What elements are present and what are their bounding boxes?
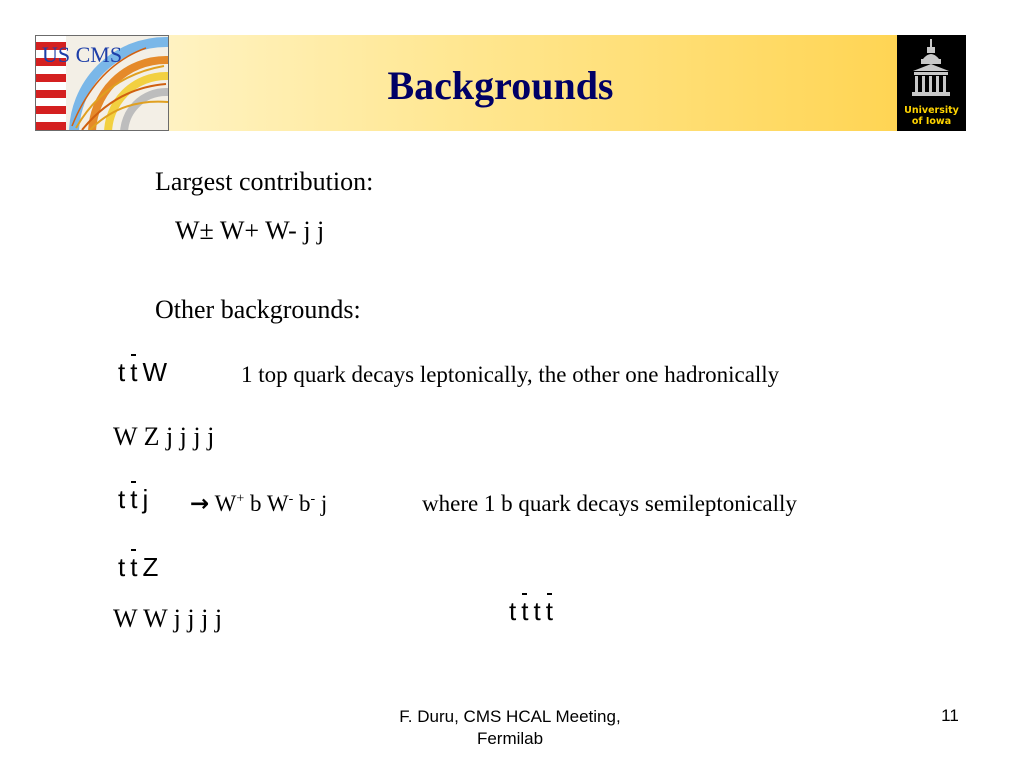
decay-j: j xyxy=(320,491,328,516)
us-cms-logo xyxy=(35,35,169,131)
ww-process: W W j j j j xyxy=(113,604,223,633)
ttw-w: W xyxy=(142,357,173,387)
iowa-logo-line2: of Iowa xyxy=(911,116,952,127)
decay-w-plus xyxy=(215,491,245,516)
other-backgrounds-label: Other backgrounds: xyxy=(155,295,361,324)
ttj-tbar: t xyxy=(130,484,143,514)
decay-w1: W xyxy=(214,491,237,516)
decay-w2: W xyxy=(266,491,289,516)
old-capitol-icon xyxy=(897,35,966,103)
ttj-decay-chain xyxy=(190,491,327,517)
tttt-tbar1: t xyxy=(521,596,534,626)
tttt-formula xyxy=(509,596,558,627)
ttz-tbar: t xyxy=(130,552,143,582)
footer-citation xyxy=(360,706,660,750)
tttt-t1: t xyxy=(509,596,522,626)
arrow-right-icon: → xyxy=(190,491,210,517)
tttt-tbar2: t xyxy=(545,596,558,626)
decay-w2-sup: - xyxy=(288,491,294,507)
tttt-t2: t xyxy=(533,596,546,626)
decay-w1-sup: + xyxy=(236,491,245,507)
decay-b: b xyxy=(250,491,262,516)
ttw-t: t xyxy=(118,357,131,387)
ttj-t: t xyxy=(118,484,131,514)
us-cms-logo-text: US CMS xyxy=(42,42,123,67)
ttj-description: where 1 b quark decays semileptonically xyxy=(422,491,797,516)
slide-title: Backgrounds xyxy=(387,63,614,108)
title-bar xyxy=(35,35,966,131)
university-of-iowa-logo xyxy=(897,35,966,131)
ttz-z: Z xyxy=(142,552,164,582)
largest-contribution-label: Largest contribution: xyxy=(155,167,374,196)
ttw-description: 1 top quark decays leptonically, the other one hadronically xyxy=(241,362,780,387)
ttj-j: j xyxy=(142,484,154,514)
decay-b2: b xyxy=(298,491,311,516)
iowa-logo-line1: University xyxy=(904,105,959,116)
largest-contribution-process: W± W+ W- j j xyxy=(175,216,325,245)
wz-process: W Z j j j j xyxy=(113,422,215,451)
decay-w-minus xyxy=(267,491,293,516)
decay-bbar xyxy=(299,491,315,516)
ttw-formula xyxy=(118,357,172,388)
decay-b2-sup: - xyxy=(310,491,316,507)
ttz-formula xyxy=(118,552,163,583)
ttz-t: t xyxy=(118,552,131,582)
ttw-tbar: t xyxy=(130,357,143,387)
footer-line1: F. Duru, CMS HCAL Meeting, xyxy=(399,707,621,726)
footer-line2: Fermilab xyxy=(476,729,544,748)
ttj-formula xyxy=(118,484,153,515)
slide-number: 11 xyxy=(941,706,959,725)
